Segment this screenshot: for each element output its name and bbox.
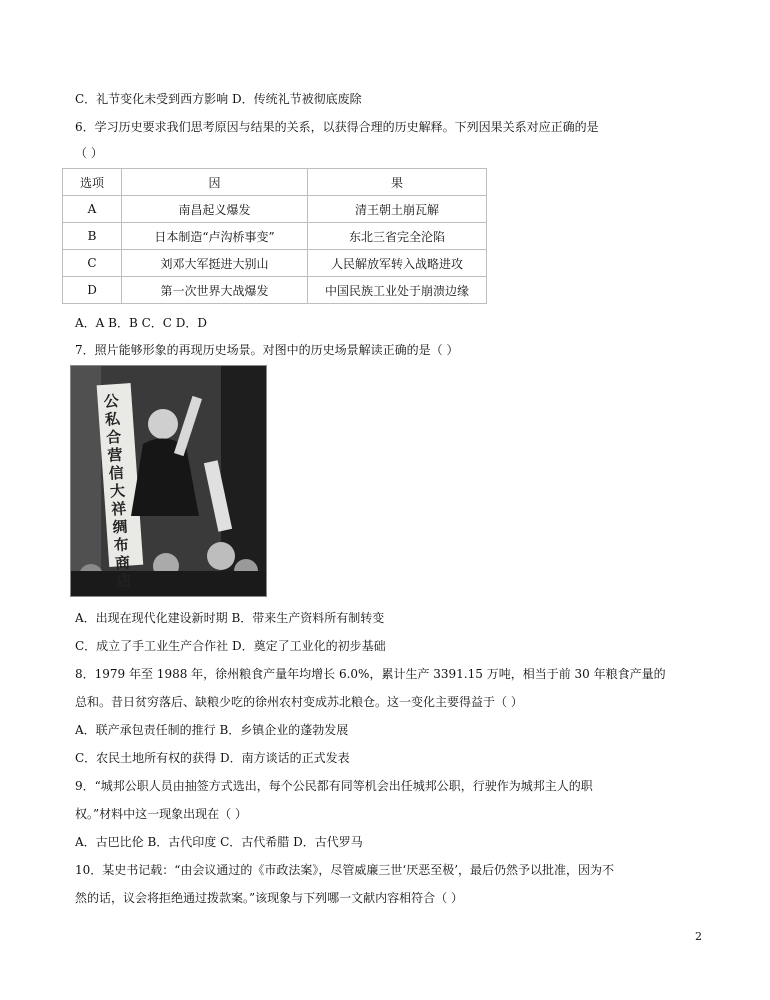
table-row bbox=[63, 277, 487, 304]
q8-options-cd: C．农民土地所有权的获得 D．南方谈话的正式发表 bbox=[75, 751, 350, 765]
table-header-row bbox=[63, 169, 487, 196]
q10-stem-2: 然的话，议会将拒绝通过拨款案。”该现象与下列哪一文献内容相符合（ ） bbox=[75, 891, 463, 905]
q10-stem-1: 10．某史书记载：“由会议通过的《市政法案》，尽管威廉三世‘厌恶至极’，最后仍然予以批准，因为不 bbox=[75, 863, 615, 877]
q9-options: A．古巴比伦 B．古代印度 C．古代希腊 D．古代罗马 bbox=[75, 835, 363, 849]
table-header-cell: 果 bbox=[308, 169, 487, 196]
table-row bbox=[63, 196, 487, 223]
table-cell: 第一次世界大战爆发 bbox=[122, 277, 308, 304]
q5-options-cd: C．礼节变化未受到西方影响 D．传统礼节被彻底废除 bbox=[75, 92, 362, 106]
person-head bbox=[148, 409, 178, 439]
table-cell: 中国民族工业处于崩溃边缘 bbox=[308, 277, 487, 304]
cause-effect-table bbox=[62, 168, 487, 304]
q6-stem: 6．学习历史要求我们思考原因与结果的关系，以获得合理的历史解释。下列因果关系对应正确的是 bbox=[75, 120, 599, 134]
table-header-cell: 选项 bbox=[63, 169, 122, 196]
banner-text: 公私合营信大祥绸布商店 bbox=[103, 391, 132, 591]
q8-stem-2: 总和。昔日贫穷落后、缺粮少吃的徐州农村变成苏北粮仓。这一变化主要得益于（ ） bbox=[75, 695, 523, 709]
page-number: 2 bbox=[695, 930, 702, 943]
table-cell: 人民解放军转入战略进攻 bbox=[308, 250, 487, 277]
q7-options-cd: C．成立了手工业生产合作社 D．奠定了工业化的初步基础 bbox=[75, 639, 386, 653]
table-cell: 刘邓大军挺进大别山 bbox=[122, 250, 308, 277]
table-cell: A bbox=[63, 196, 122, 223]
q6-options: A．A B．B C．C D．D bbox=[75, 316, 208, 330]
table-cell: C bbox=[63, 250, 122, 277]
photo-illustration bbox=[71, 366, 266, 596]
table-row bbox=[63, 250, 487, 277]
q6-answer-paren: （ ） bbox=[75, 146, 103, 160]
table-cell: 东北三省完全沦陷 bbox=[308, 223, 487, 250]
table-row bbox=[63, 223, 487, 250]
table-cell: 南昌起义爆发 bbox=[122, 196, 308, 223]
table-cell: D bbox=[63, 277, 122, 304]
table-cell: 日本制造“卢沟桥事变” bbox=[122, 223, 308, 250]
historical-photo bbox=[70, 365, 267, 597]
q8-options-ab: A．联产承包责任制的推行 B．乡镇企业的蓬勃发展 bbox=[75, 723, 349, 737]
table-cell: B bbox=[63, 223, 122, 250]
q7-options-ab: A．出现在现代化建设新时期 B．带来生产资料所有制转变 bbox=[75, 611, 385, 625]
q9-stem-2: 权。”材料中这一现象出现在（ ） bbox=[75, 807, 247, 821]
q9-stem-1: 9．“城邦公职人员由抽签方式选出，每个公民都有同等机会出任城邦公职，行驶作为城邦主人的职 bbox=[75, 779, 593, 793]
q8-stem-1: 8．1979 年至 1988 年，徐州粮食产量年均增长 6.0%，累计生产 3391.15 万吨，相当于前 30 年粮食产量的 bbox=[75, 667, 666, 681]
table-cell: 清王朝土崩瓦解 bbox=[308, 196, 487, 223]
q7-stem: 7．照片能够形象的再现历史场景。对图中的历史场景解读正确的是（ ） bbox=[75, 343, 459, 357]
table-header-cell: 因 bbox=[122, 169, 308, 196]
